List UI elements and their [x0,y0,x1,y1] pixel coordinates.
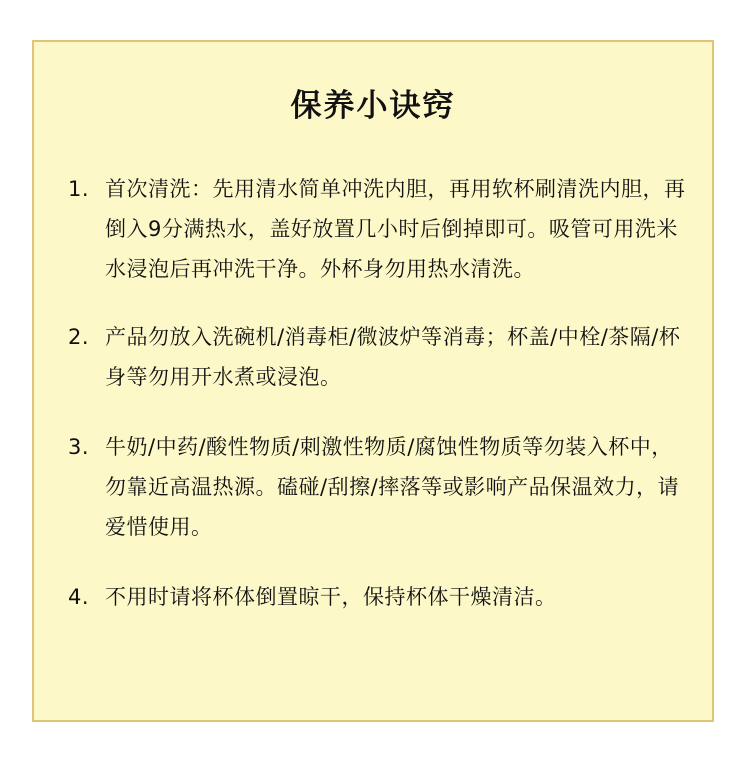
tip-text: 不用时请将杯体倒置晾干，保持杯体干燥清洁。 [105,585,557,609]
tip-text: 牛奶/中药/酸性物质/刺激性物质/腐蚀性物质等勿装入杯中，勿靠近高温热源。磕碰/刮擦/摔落等或影响产品保温效力，请爱惜使用。 [105,435,680,539]
tip-item-3 [68,427,693,547]
tip-number: 1. [68,177,90,201]
page-title: 保养小诀窍 [290,88,456,124]
tip-number: 2. [68,325,90,349]
tip-item-1 [68,169,693,289]
tip-text: 首次清洗：先用清水简单冲洗内胆，再用软杯刷清洗内胆，再倒入9分满热水，盖好放置几小时后倒掉即可。吸管可用洗米水浸泡后再冲洗干净。外杯身勿用热水清洗。 [105,177,686,281]
tip-number: 4. [68,585,90,609]
tip-item-4 [68,577,693,617]
tip-number: 3. [68,435,90,459]
care-tips-card [32,40,714,722]
tip-text: 产品勿放入洗碗机/消毒柜/微波炉等消毒；杯盖/中栓/茶隔/杯身等勿用开水煮或浸泡。 [105,325,681,389]
tip-item-2 [68,317,693,397]
tips-list [68,169,693,645]
